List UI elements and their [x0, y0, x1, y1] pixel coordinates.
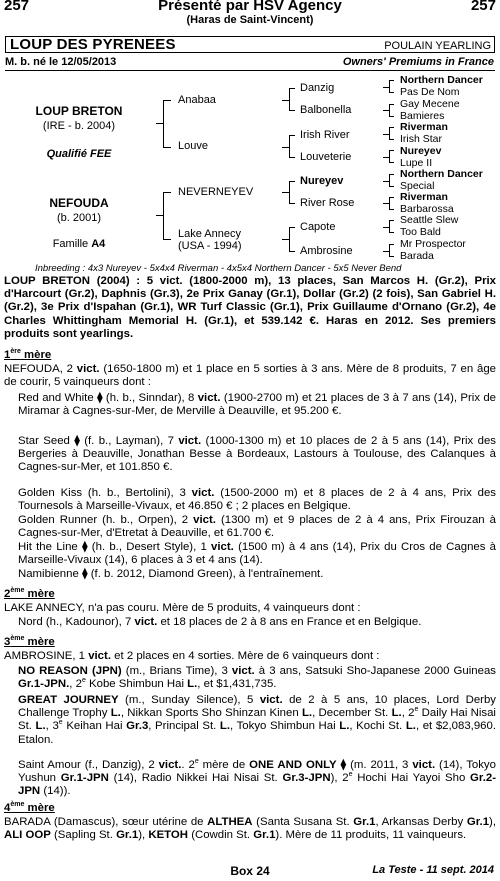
bracket-line — [389, 150, 394, 151]
produce-item: Nord (h., Kadounor), 7 vict. et 18 places de 2 à 8 ans en France et en Belgique. — [18, 616, 422, 628]
produce-item: GREAT JOURNEY (m., Sunday Silence), 5 vict. de 2 à 5 ans, 10 places, Lord Derby Challenge Trophy L., Nikkan Sports Sho Shinzan Kinen L., December St. L., 2e Daily Hai Nisai St. L., 3e Keihan Hai Gr.3, Principal St. L., Tokyo Shimbun Hai L., Kochi St. L., et $2,083,960. Etalon. — [18, 694, 497, 746]
horse-name: LOUP DES PYRENEES — [10, 36, 176, 53]
inbreeding-note: Inbreeding : 4x3 Nureyev - 5x4x4 Riverman - 4x5x4 Northern Dancer - 5x5 Never Bend — [35, 263, 402, 274]
pedigree-g3-ambrosine: Ambrosine — [300, 245, 353, 257]
bracket-line — [389, 127, 390, 139]
bracket-line — [389, 174, 394, 175]
produce-item: Golden Runner (h. b., Orpen), 2 vict. (1300 m) et 9 places de 2 à 4 ans, Prix Firouzan à Cagnes-sur-Mer, d'Etretat à Deauville, et 61.700 €. — [18, 514, 496, 540]
first-dam-intro: NEFOUDA, 2 vict. (1650-1800 m) et 1 place en 5 sorties à 3 ans. Mère de 8 produits, 7 en âge de courir, 5 vainqueurs dont : — [4, 363, 496, 389]
bracket-line — [289, 251, 295, 252]
third-dam-intro: AMBROSINE, 1 vict. et 2 places en 4 sorties. Mère de 6 vainqueurs dont : — [4, 650, 380, 662]
produce-item: Saint Amour (f., Danzig), 2 vict.. 2e mère de ONE AND ONLY ⧫ (m. 2011, 3 vict. (14), Tokyo Yushun Gr.1-JPN (14), Radio Nikkei Hai Nisai St. Gr.3-JPN), 2e Hochi Hai Yayoi Sho Gr.2-JPN (14)). — [18, 758, 496, 798]
bracket-line — [383, 251, 389, 252]
bracket-line — [282, 147, 289, 148]
pedigree-g4: Riverman — [400, 121, 448, 133]
bracket-line — [389, 127, 394, 128]
bracket-line — [289, 181, 290, 203]
bracket-line — [389, 244, 394, 245]
bracket-line — [282, 239, 289, 240]
bracket-line — [389, 92, 394, 93]
bracket-line — [389, 104, 394, 105]
consignor-subtitle: (Haras de Saint-Vincent) — [186, 14, 314, 26]
bracket-line — [163, 192, 164, 239]
pedigree-g4: Northern Dancer — [400, 74, 483, 86]
bracket-line — [389, 139, 394, 140]
pedigree-g4: Seattle Slew — [400, 214, 459, 226]
horse-type: POULAIN YEARLING — [384, 40, 491, 52]
produce-item: Namibienne ⧫ (f. b. 2012, Diamond Green), à l'entraînement. — [18, 568, 324, 580]
pedigree-g4: Gay Mecene — [400, 98, 460, 110]
lot-number-right: 257 — [470, 0, 496, 14]
pedigree-g2-lake-annecy-info: (USA - 1994) — [178, 240, 242, 252]
pedigree-g3-balbonella: Balbonella — [300, 104, 352, 116]
bracket-line — [389, 232, 394, 233]
bracket-line — [389, 244, 390, 256]
produce-item: Golden Kiss (h. b., Bertolini), 3 vict. (1500-2000 m) et 8 places de 2 à 4 ans, Prix des Tournesols à Marseille-Vivaux, et 46.850 € ; 2 places en Belgique. — [18, 487, 496, 513]
bracket-line — [389, 116, 394, 117]
first-dam-heading: 1ère mère — [4, 348, 52, 361]
bracket-line — [389, 174, 390, 186]
bracket-line — [289, 88, 290, 110]
sire-name: LOUP BRETON — [35, 104, 123, 118]
horse-birth: M. b. né le 12/05/2013 — [5, 56, 117, 68]
produce-item: Hit the Line ⧫ (h. b., Desert Style), 1 vict. (1500 m) à 4 ans (14), Prix du Cros de Cagnes à Marseille-Vivaux (14), 6 places à 3 et 4 ans (14). — [18, 541, 496, 567]
bracket-line — [389, 197, 394, 198]
bracket-line — [389, 80, 394, 81]
second-dam-heading: 2ème mère — [4, 587, 55, 600]
bracket-line — [289, 227, 290, 251]
second-dam-intro: LAKE ANNECY, n'a pas couru. Mère de 5 produits, 4 vainqueurs dont : — [4, 602, 361, 614]
produce-item: NO REASON (JPN) (m., Brians Time), 3 vict. à 3 ans, Satsuki Sho-Japanese 2000 Guineas Gr.1-JPN., 2e Kobe Shimbun Hai L., et $1,431,735. — [18, 665, 496, 691]
pedigree-g4: Lupe II — [400, 157, 433, 169]
pedigree-g4: Too Bald — [400, 226, 441, 238]
bracket-line — [282, 192, 289, 193]
bracket-line — [383, 87, 389, 88]
fourth-dam-text: BARADA (Damascus), sœur utérine de ALTHEA (Santa Susana St. Gr.1, Arkansas Derby Gr.1), ALI OOP (Sapling St. Gr.1), KETOH (Cowdin St. Gr.1). Mère de 11 produits, 11 vainqueurs. — [4, 816, 496, 842]
bracket-line — [163, 192, 171, 193]
dam-info: (b. 2001) — [56, 212, 102, 224]
bracket-line — [389, 186, 394, 187]
bracket-line — [289, 181, 295, 182]
pedigree-g4: Barada — [400, 250, 434, 262]
pedigree-g4: Barbarossa — [400, 203, 454, 215]
produce-item: Star Seed ⧫ (f. b., Layman), 7 vict. (1000-1300 m) et 10 places de 2 à 5 ans (14), Prix des Bergeries à Deauville, Jonathan Besse à Bordeaux, Lastours à Toulouse, des Calanques à Cagnes-sur-Mer, et 101.850 €. — [18, 435, 496, 474]
sale-date: La Teste - 11 sept. 2014 — [372, 864, 494, 876]
bracket-line — [289, 110, 295, 111]
pedigree-g2-louve: Louve — [178, 140, 208, 152]
bracket-line — [289, 227, 295, 228]
sire-record: LOUP BRETON (2004) : 5 vict. (1800-2000 m), 13 places, San Marcos H. (Gr.2), Prix d'Harcourt (Gr.2), Daphnis (Gr.3), 2e Prix Ganay (Gr.1), Dollar (Gr.2) (2 fois), San Gabriel H. (Gr.2), 3e Prix d'Ispahan (Gr.1), WR Turf Classic (Gr.1), Prix Guillaume d'Ornano (Gr.2), 4e Charles Whittingham Memorial H. (Gr.1), et 539.142 €. Haras en 2012. Ses premiers produits sont yearlings. — [4, 275, 496, 340]
fourth-dam-heading: 4ème mère — [4, 801, 55, 814]
bracket-line — [389, 80, 390, 92]
bracket-line — [389, 162, 394, 163]
divider — [5, 70, 495, 71]
bracket-line — [163, 100, 164, 147]
bracket-line — [289, 203, 295, 204]
bracket-line — [163, 100, 171, 101]
pedigree-g4: Special — [400, 180, 435, 192]
produce-item: Red and White ⧫ (h. b., Sinndar), 8 vict. (1900-2700 m) et 21 places de 3 à 7 ans (14), Prix de Miramar à Cagnes-sur-Mer, de Merville à Deauville, et 95.200 €. — [18, 392, 497, 418]
family-value: A4 — [91, 238, 106, 250]
bracket-line — [389, 220, 390, 232]
bracket-line — [389, 256, 394, 257]
pedigree-g3-louveterie: Louveterie — [300, 151, 352, 163]
bracket-line — [383, 134, 389, 135]
dam-family — [20, 238, 138, 250]
pedigree-g3-nureyev: Nureyev — [300, 175, 344, 187]
bracket-line — [383, 157, 389, 158]
bracket-line — [383, 110, 389, 111]
pedigree-g2-lake-annecy: Lake Annecy — [178, 228, 241, 240]
pedigree-g2-neverneyev: NEVERNEYEV — [178, 186, 254, 198]
bracket-line — [389, 209, 394, 210]
bracket-line — [163, 147, 171, 148]
pedigree-g3-river-rose: River Rose — [300, 197, 355, 209]
dam-name: NEFOUDA — [49, 196, 109, 210]
pedigree-g3-irish-river: Irish River — [300, 129, 350, 141]
bracket-line — [389, 104, 390, 116]
pedigree-g2-anabaa: Anabaa — [178, 94, 216, 106]
bracket-line — [289, 157, 295, 158]
bracket-line — [389, 197, 390, 209]
consignor-title: Présenté par HSV Agency — [158, 0, 342, 14]
pedigree-g4: Pas De Nom — [400, 86, 460, 98]
bracket-line — [282, 100, 289, 101]
third-dam-heading: 3ème mère — [4, 635, 55, 648]
pedigree-g4: Riverman — [400, 191, 448, 203]
bracket-line — [383, 227, 389, 228]
box-number: Box 24 — [230, 864, 270, 878]
bracket-line — [156, 215, 163, 216]
pedigree-g4: Nureyev — [400, 145, 442, 157]
pedigree-g4: Irish Star — [400, 133, 443, 145]
sire-note: Qualifié FEE — [46, 148, 112, 160]
bracket-line — [389, 150, 390, 162]
bracket-line — [289, 135, 290, 157]
pedigree-g3-danzig: Danzig — [300, 82, 335, 94]
bracket-line — [163, 239, 171, 240]
pedigree-g4: Mr Prospector — [400, 238, 466, 250]
pedigree-g3-capote: Capote — [300, 221, 336, 233]
bracket-line — [383, 181, 389, 182]
family-label: Famille — [52, 238, 89, 250]
pedigree-g4: Northern Dancer — [400, 168, 483, 180]
bracket-line — [389, 220, 394, 221]
lot-number-left: 257 — [4, 0, 30, 14]
sire-info: (IRE - b. 2004) — [42, 120, 116, 132]
owners-premiums: Owners' Premiums in France — [342, 56, 494, 68]
bracket-line — [383, 203, 389, 204]
bracket-line — [289, 88, 295, 89]
bracket-line — [289, 135, 295, 136]
bracket-line — [156, 123, 163, 124]
pedigree-g4: Bamieres — [400, 110, 445, 122]
